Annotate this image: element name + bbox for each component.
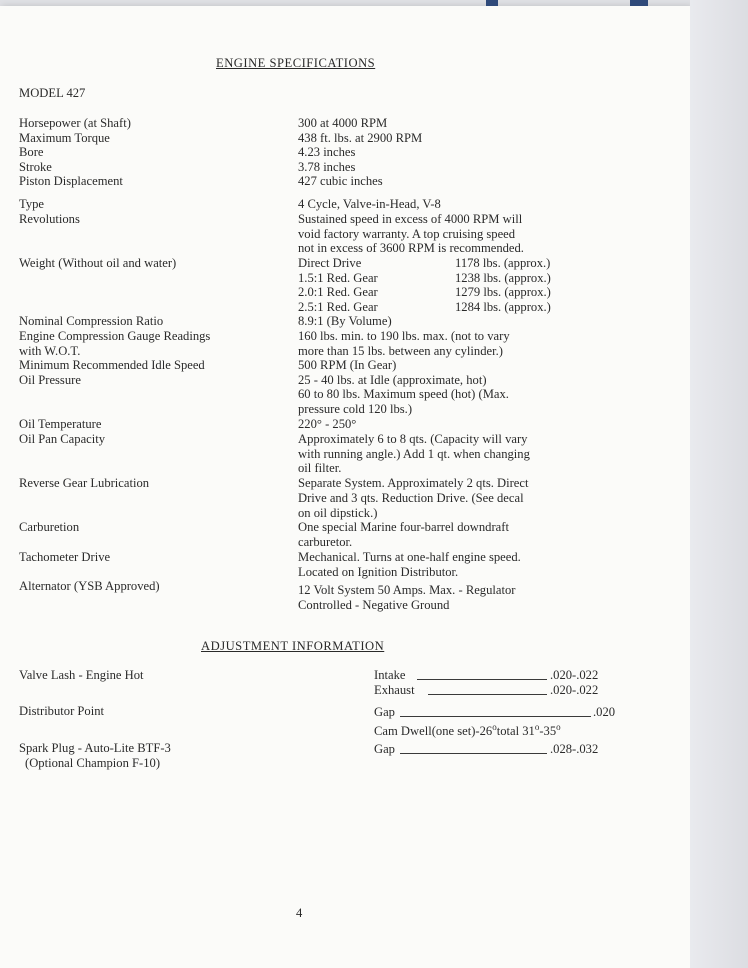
valve-lash-label: Valve Lash - Engine Hot	[19, 668, 144, 682]
spec-label-horsepower: Horsepower (at Shaft)	[19, 116, 131, 130]
intake-leader-line	[417, 679, 547, 680]
spec-label-torque: Maximum Torque	[19, 131, 110, 145]
distributor-gap-value: .020	[593, 705, 616, 719]
spec-label-gauge-2: with W.O.T.	[19, 344, 81, 358]
spec-value-oil-temp: 220° - 250°	[298, 417, 357, 431]
spec-value-revolutions-2: void factory warranty. A top cruising speed	[298, 227, 516, 241]
intake-value: .020-.022	[550, 668, 599, 682]
spec-label-idle: Minimum Recommended Idle Speed	[19, 358, 205, 372]
spec-value-torque: 438 ft. lbs. at 2900 RPM	[298, 131, 423, 145]
cam-dwell-total: total 31	[496, 724, 535, 739]
spec-value-oil-pan-2: with running angle.) Add 1 qt. when changing	[298, 447, 530, 461]
spec-value-stroke: 3.78 inches	[298, 160, 356, 174]
spec-value-oil-pressure-3: pressure cold 120 lbs.)	[298, 402, 413, 416]
binding-edge-mark	[486, 0, 498, 6]
degree-sign: o	[556, 722, 561, 732]
spec-value-reverse-gear-2: Drive and 3 qts. Reduction Drive. (See decal	[298, 491, 524, 505]
spec-value-bore: 4.23 inches	[298, 145, 356, 159]
spec-label-displacement: Piston Displacement	[19, 174, 123, 188]
exhaust-label: Exhaust	[374, 683, 415, 697]
weight-value-3: 1279 lbs. (approx.)	[455, 285, 551, 299]
spec-label-bore: Bore	[19, 145, 44, 159]
spec-value-compression: 8.9:1 (By Volume)	[298, 314, 392, 328]
spec-value-oil-pan-1: Approximately 6 to 8 qts. (Capacity will vary	[298, 432, 528, 446]
spec-value-reverse-gear-1: Separate System. Approximately 2 qts. Direct	[298, 476, 529, 490]
spec-label-tachometer: Tachometer Drive	[19, 550, 111, 564]
spec-label-gauge-1: Engine Compression Gauge Readings	[19, 329, 211, 343]
spec-label-carburetion: Carburetion	[19, 520, 80, 534]
spec-value-reverse-gear-3: on oil dipstick.)	[298, 506, 378, 520]
spec-label-stroke: Stroke	[19, 160, 52, 174]
spec-value-oil-pressure-1: 25 - 40 lbs. at Idle (approximate, hot)	[298, 373, 487, 387]
spec-label-oil-pan: Oil Pan Capacity	[19, 432, 106, 446]
spec-label-alternator: Alternator (YSB Approved)	[19, 579, 160, 593]
exhaust-value: .020-.022	[550, 683, 599, 697]
spec-value-tachometer-2: Located on Ignition Distributor.	[298, 565, 459, 579]
spec-value-revolutions-3: not in excess of 3600 RPM is recommended.	[298, 241, 524, 255]
spark-gap-value: .028-.032	[550, 742, 599, 756]
spec-value-idle: 500 RPM (In Gear)	[298, 358, 397, 372]
adjustment-title: ADJUSTMENT INFORMATION	[201, 639, 385, 653]
spark-plug-label: Spark Plug - Auto-Lite BTF-3	[19, 741, 171, 755]
spec-value-gauge-2: more than 15 lbs. between any cylinder.)	[298, 344, 503, 358]
manual-page	[0, 6, 690, 968]
weight-gear-3: 2.0:1 Red. Gear	[298, 285, 378, 299]
distributor-gap-label: Gap	[374, 705, 395, 719]
spec-value-tachometer-1: Mechanical. Turns at one-half engine speed.	[298, 550, 521, 564]
spec-value-horsepower: 300 at 4000 RPM	[298, 116, 388, 130]
spec-value-oil-pressure-2: 60 to 80 lbs. Maximum speed (hot) (Max.	[298, 387, 509, 401]
spark-gap-leader-line	[400, 753, 547, 754]
page-number: 4	[296, 906, 303, 920]
distributor-label: Distributor Point	[19, 704, 105, 718]
spec-value-alternator-1: 12 Volt System 50 Amps. Max. - Regulator	[298, 583, 516, 597]
model-label: MODEL 427	[19, 86, 86, 100]
binding-edge-mark	[630, 0, 648, 6]
exhaust-leader-line	[428, 694, 547, 695]
weight-gear-2: 1.5:1 Red. Gear	[298, 271, 378, 285]
weight-value-2: 1238 lbs. (approx.)	[455, 271, 551, 285]
intake-label: Intake	[374, 668, 406, 682]
spec-label-compression: Nominal Compression Ratio	[19, 314, 164, 328]
weight-gear-4: 2.5:1 Red. Gear	[298, 300, 378, 314]
spec-label-oil-temp: Oil Temperature	[19, 417, 102, 431]
spec-value-carburetion-1: One special Marine four-barrel downdraft	[298, 520, 509, 534]
spec-label-revolutions: Revolutions	[19, 212, 80, 226]
weight-value-4: 1284 lbs. (approx.)	[455, 300, 551, 314]
spec-value-type: 4 Cycle, Valve-in-Head, V-8	[298, 197, 441, 211]
spark-gap-label: Gap	[374, 742, 395, 756]
spark-plug-sub-label: (Optional Champion F-10)	[25, 756, 161, 770]
weight-value-1: 1178 lbs. (approx.)	[455, 256, 551, 270]
degree-sign: o	[534, 722, 540, 732]
spec-label-reverse-gear: Reverse Gear Lubrication	[19, 476, 150, 490]
weight-gear-1: Direct Drive	[298, 256, 362, 270]
spec-value-oil-pan-3: oil filter.	[298, 461, 342, 475]
spec-label-type: Type	[19, 197, 44, 211]
degree-sign: o	[492, 722, 497, 732]
page-title: ENGINE SPECIFICATIONS	[216, 56, 376, 70]
spec-value-alternator-2: Controlled - Negative Ground	[298, 598, 450, 612]
cam-dwell-text	[374, 720, 561, 739]
spec-value-carburetion-2: carburetor.	[298, 535, 353, 549]
spec-label-weight: Weight (Without oil and water)	[19, 256, 177, 270]
spec-label-oil-pressure: Oil Pressure	[19, 373, 81, 387]
spec-value-gauge-1: 160 lbs. min. to 190 lbs. max. (not to vary	[298, 329, 510, 343]
cam-dwell-prefix: Cam Dwell(one set)-26	[374, 724, 493, 739]
cam-dwell-suffix: -35	[539, 724, 557, 739]
spec-value-displacement: 427 cubic inches	[298, 174, 383, 188]
distributor-gap-leader-line	[400, 716, 591, 717]
page-edge-shadow	[690, 0, 748, 968]
spec-value-revolutions-1: Sustained speed in excess of 4000 RPM will	[298, 212, 523, 226]
